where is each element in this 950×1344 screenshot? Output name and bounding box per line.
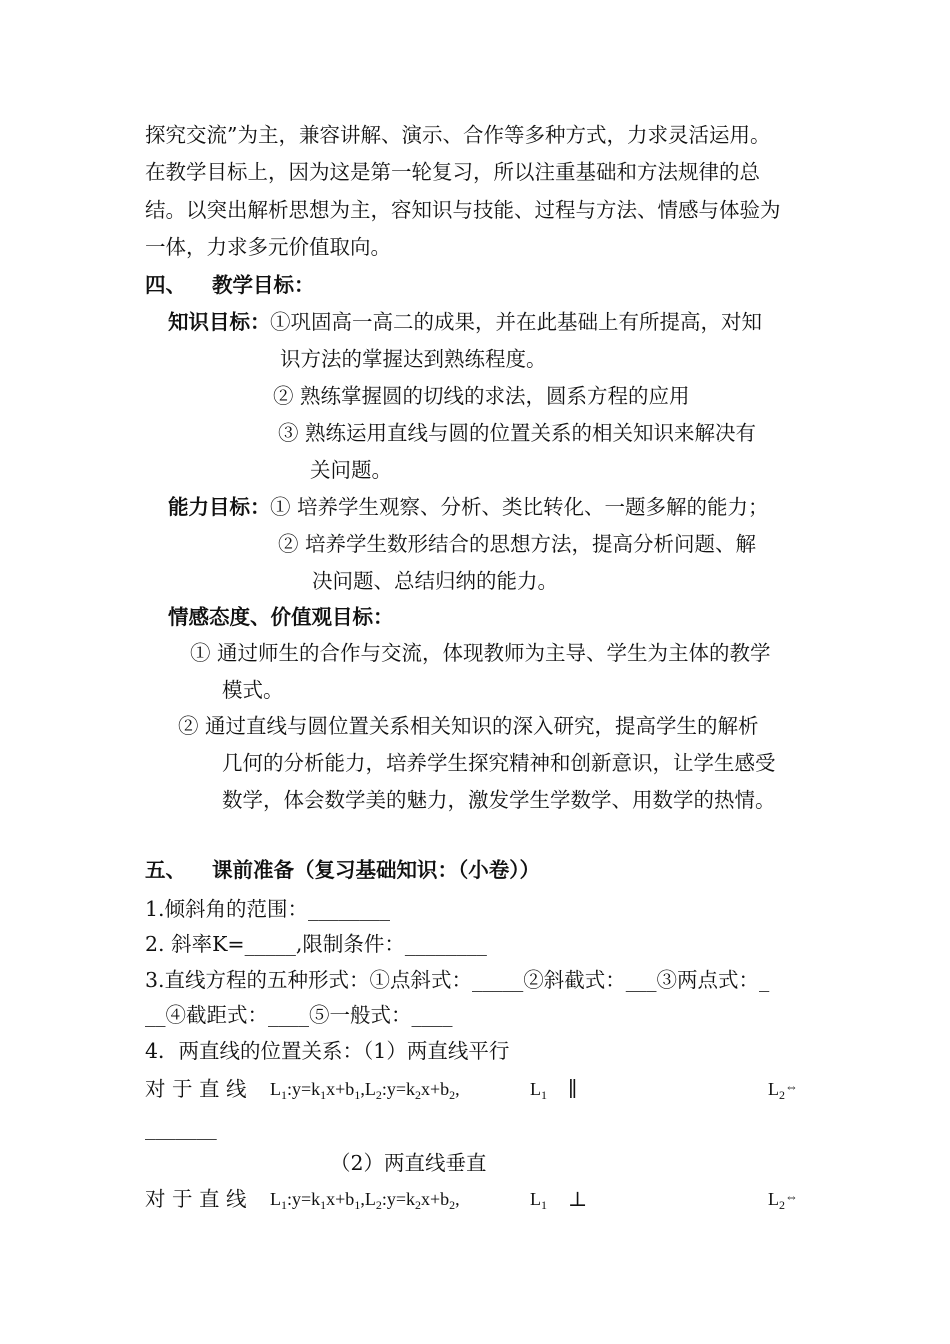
knowledge-goal-item: 关问题。 bbox=[310, 458, 392, 482]
ability-goal-item: 决问题、总结归纳的能力。 bbox=[312, 569, 558, 593]
knowledge-goal-item: 识方法的掌握达到熟练程度。 bbox=[280, 347, 547, 371]
perpendicular-l2: $L_2^\Leftrightarrow$ bbox=[768, 1189, 798, 1212]
ability-goal-label: 能力目标： bbox=[168, 495, 271, 519]
perpendicular-equation: $L_1:y=k_1x+b_1,L_2:y=k_2x+b_2$, bbox=[270, 1189, 460, 1212]
question-4-title: 4．两直线的位置关系：（1）两直线平行 bbox=[145, 1039, 510, 1063]
emotion-goal-item: 模式。 bbox=[222, 678, 284, 702]
question-2: 2. 斜率K=_____,限制条件：________ bbox=[145, 932, 487, 956]
emotion-goal-item: ② 通过直线与圆位置关系相关知识的深入研究，提高学生的解析 bbox=[178, 714, 759, 738]
perpendicular-l1: $L_1$ bbox=[530, 1189, 547, 1212]
paragraph-line: 一体，力求多元价值取向。 bbox=[145, 235, 391, 259]
section-title: 课前准备（复习基础知识：（小卷）） bbox=[212, 858, 540, 882]
emotion-goal-label: 情感态度、价值观目标： bbox=[168, 605, 394, 629]
question-1: 1.倾斜角的范围：________ bbox=[145, 897, 391, 921]
emotion-goal-item: 几何的分析能力，培养学生探究精神和创新意识，让学生感受 bbox=[222, 751, 776, 775]
ability-goal-item: ② 培养学生数形结合的思想方法，提高分析问题、解 bbox=[278, 532, 757, 556]
paragraph-line: 探究交流”为主，兼容讲解、演示、合作等多种方式，力求灵活运用。 bbox=[145, 123, 771, 147]
knowledge-goal-item: ①巩固高一高二的成果，并在此基础上有所提高，对知 bbox=[270, 310, 762, 334]
parallel-prefix: 对 于 直 线 bbox=[145, 1077, 247, 1101]
knowledge-goal-item: ③ 熟练运用直线与圆的位置关系的相关知识来解决有 bbox=[278, 421, 757, 445]
perpendicular-title: （2）两直线垂直 bbox=[330, 1151, 487, 1175]
ability-goal-item: ① 培养学生观察、分析、类比转化、一题多解的能力； bbox=[270, 495, 769, 519]
paragraph-line: 结。以突出解析思想为主，容知识与技能、过程与方法、情感与体验为 bbox=[145, 198, 781, 222]
emotion-goal-item: 数学，体会数学美的魅力，激发学生学数学、用数学的热情。 bbox=[222, 788, 776, 812]
question-3: 3.直线方程的五种形式：①点斜式：_____②斜截式：___③两点式：_ bbox=[145, 968, 770, 992]
parallel-l2: $L_2^\Leftrightarrow$ bbox=[768, 1079, 798, 1102]
parallel-answer-blank: _______ bbox=[145, 1116, 217, 1140]
question-3-continued: __④截距式：____⑤一般式：____ bbox=[145, 1003, 453, 1027]
parallel-l1: $L_1$ bbox=[530, 1079, 547, 1102]
paragraph-line: 在教学目标上，因为这是第一轮复习，所以注重基础和方法规律的总 bbox=[145, 160, 760, 184]
parallel-symbol: ∥ bbox=[568, 1077, 578, 1101]
knowledge-goal-label: 知识目标： bbox=[168, 310, 271, 334]
section-title: 教学目标： bbox=[212, 273, 315, 297]
perpendicular-prefix: 对 于 直 线 bbox=[145, 1187, 247, 1211]
section-number: 五、 bbox=[145, 858, 186, 882]
emotion-goal-item: ① 通过师生的合作与交流，体现教师为主导、学生为主体的教学 bbox=[190, 641, 771, 665]
knowledge-goal-item: ② 熟练掌握圆的切线的求法，圆系方程的应用 bbox=[273, 384, 690, 408]
section-number: 四、 bbox=[145, 273, 186, 297]
perpendicular-symbol: ⊥ bbox=[568, 1187, 588, 1211]
parallel-equation: $L_1:y=k_1x+b_1,L_2:y=k_2x+b_2$, bbox=[270, 1079, 460, 1102]
